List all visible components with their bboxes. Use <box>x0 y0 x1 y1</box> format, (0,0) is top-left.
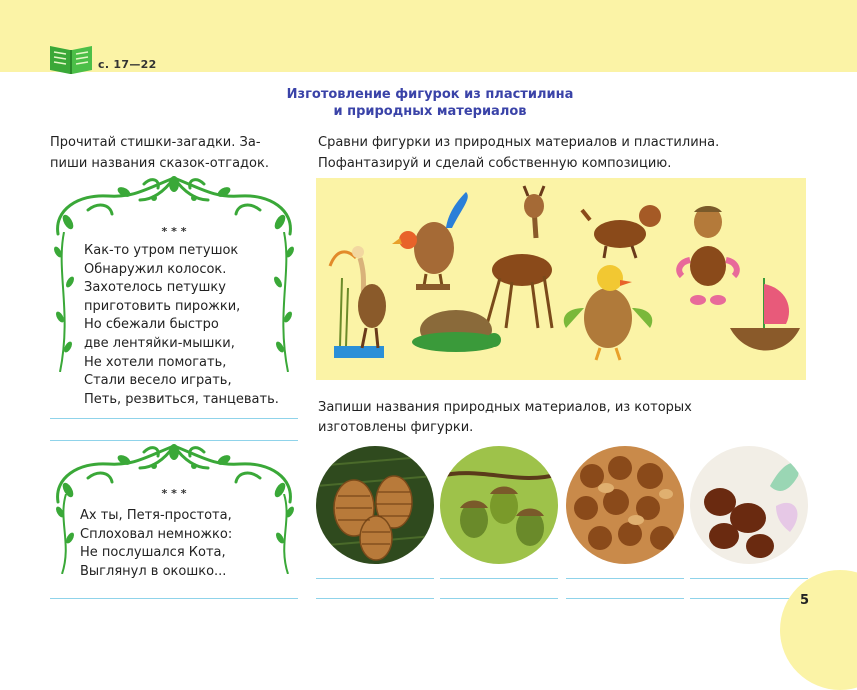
answer-line[interactable] <box>566 578 684 579</box>
riddle-1-line: две лентяйки-мышки, <box>84 335 235 351</box>
task-2-line-2: изготовлены фигурки. <box>318 420 474 435</box>
page-title <box>200 86 660 120</box>
answer-line[interactable] <box>440 598 558 599</box>
vine-right-icon <box>268 232 298 372</box>
answer-line[interactable] <box>50 418 298 419</box>
deer-figure <box>486 186 552 328</box>
right-instruction-line-2: Пофантазируй и сделай собственную композицию. <box>318 156 672 171</box>
answer-line[interactable] <box>316 578 434 579</box>
rooster-figure <box>392 192 468 290</box>
vine-left-icon <box>50 232 80 372</box>
riddle-1 <box>84 242 279 409</box>
duck-figure <box>564 265 653 360</box>
answer-line[interactable] <box>316 598 434 599</box>
pine-cones-photo <box>316 446 434 564</box>
walnut-boat-figure <box>730 278 800 351</box>
left-instruction <box>50 132 300 174</box>
chestnuts-and-feathers-photo <box>690 446 808 564</box>
dog-figure <box>582 205 661 258</box>
riddle-1-line: Обнаружил колосок. <box>84 261 227 277</box>
left-instruction-line-1: Прочитай стишки-загадки. За- <box>50 135 261 150</box>
riddle-1-line: Стали весело играть, <box>84 373 232 389</box>
answer-line[interactable] <box>690 578 808 579</box>
heron-figure <box>330 246 386 358</box>
riddle-2 <box>80 507 232 581</box>
riddle-1-stars: * * * <box>161 225 187 238</box>
riddle-2-line: Ах ты, Петя-простота, <box>80 508 232 523</box>
answer-line[interactable] <box>50 598 298 599</box>
title-line-2: и природных материалов <box>333 104 527 119</box>
title-line-1: Изготовление фигурок из пластилина <box>286 87 574 102</box>
riddle-2-line: Не послушался Кота, <box>80 545 226 561</box>
answer-line[interactable] <box>566 598 684 599</box>
riddle-1-line: Но сбежали быстро <box>84 317 219 333</box>
right-instruction <box>318 132 778 174</box>
page-number: 5 <box>800 593 810 608</box>
right-instruction-line-1: Сравни фигурки из природных материалов и пластилина. <box>318 135 720 150</box>
vine-right-icon <box>272 494 296 574</box>
riddle-1-line: Захотелось петушку <box>84 280 226 296</box>
riddle-2-line: Сплоховал немножко: <box>80 526 233 542</box>
task-2-line-1: Запиши названия природных материалов, из которых <box>318 400 692 415</box>
riddle-1-line: приготовить пирожки, <box>84 298 241 314</box>
acorn-doll-figure <box>679 206 737 305</box>
riddle-2-stars: * * * <box>161 487 187 500</box>
task-2-instruction <box>318 398 788 438</box>
page-number-badge <box>780 570 857 690</box>
riddle-1-line: Как-то утром петушок <box>84 243 239 258</box>
answer-line[interactable] <box>440 578 558 579</box>
riddle-2-line: Выглянул в окошко... <box>80 563 227 579</box>
open-book-icon <box>48 40 94 76</box>
vine-left-icon <box>54 494 78 574</box>
left-instruction-line-2: пиши названия сказок-отгадок. <box>50 156 269 171</box>
page-reference: с. 17—22 <box>98 58 157 71</box>
acorns-photo <box>440 446 558 564</box>
figures-illustration <box>316 178 806 380</box>
turtle-figure <box>412 310 501 352</box>
riddle-1-line: Не хотели помогать, <box>84 354 227 370</box>
nuts-photo <box>566 446 684 564</box>
figures-panel <box>316 178 806 380</box>
riddle-1-line: Петь, резвиться, танцевать. <box>84 391 279 407</box>
